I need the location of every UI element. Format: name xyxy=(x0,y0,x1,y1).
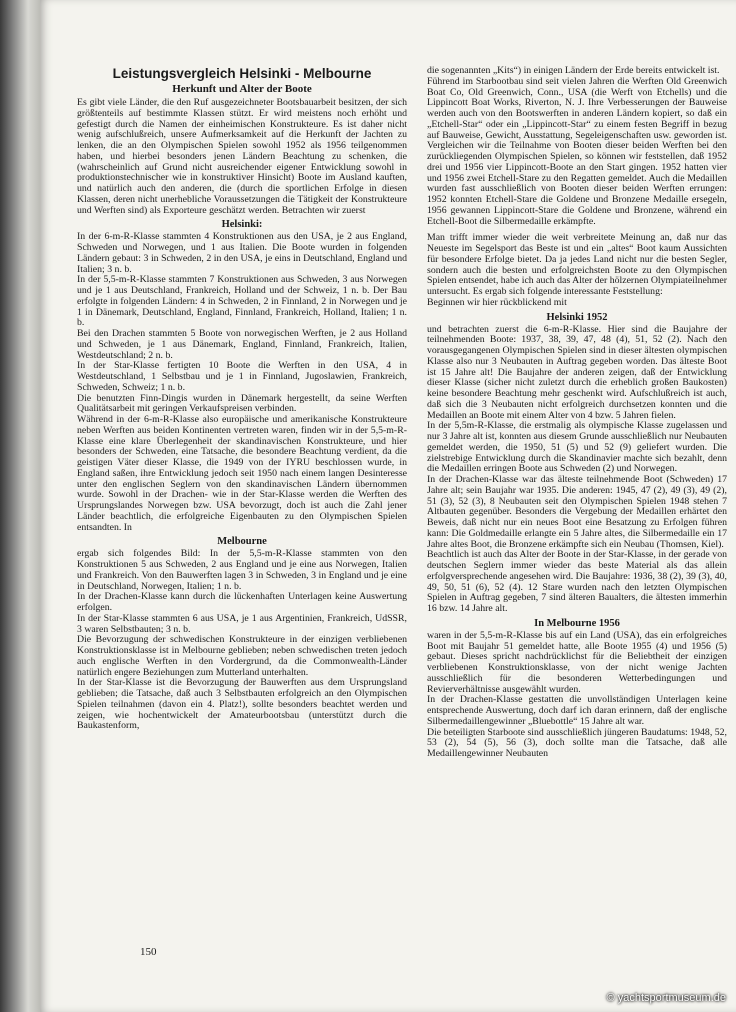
paragraph-drachen-helsinki: Bei den Drachen stammten 5 Boote von norwegischen Werften, je 2 aus Holland und Schweden, je 1 aus Dänemark, England, Finnland, Frankreich, Italien, Westdeutschland; 2 n. b. xyxy=(77,328,407,361)
paragraph-finn-helsinki: Die benutzten Finn-Dingis wurden in Dänemark hergestellt, da seine Werften Qualitätsarbeit mit geringen Verkaufspreisen verbinden. xyxy=(77,392,407,415)
paragraph-drachen-ages: In der Drachen-Klasse war das älteste teilnehmende Boot (Schweden) 17 Jahre alt; sein Baujahr war 1935. Die anderen: 1945, 47 (2), 49 (3), 49 (2), 51 (3), 52 (3), 8 Neubauten seit den Olympischen Spielen 1948 stehen 7 Altbauten gegenüber. Besonders die Vergebung der Medaillen erhärtet den Beweis, daß nicht nur ein neues Boot eine Besatzung zu Erfolgen führen kann: Die Goldmedaille erlangte ein 5 Jahre altes, die Silbermedaille ein 17 Jahre altes Boot, die Bronzene erkämpfte sich ein Neubau (Thomsen, Kiel). xyxy=(427,474,727,550)
watermark: © yachtsportmuseum.de xyxy=(606,992,726,1004)
book-binding xyxy=(0,0,40,1012)
article-title: Leistungsvergleich Helsinki - Melbourne xyxy=(112,66,372,81)
paragraph-star-melbourne: In der Star-Klasse stammten 6 aus USA, je 1 aus Argentinien, Frankreich, UdSSR, 3 waren Selbstbauten; 3 n. b. xyxy=(77,612,407,635)
paragraph-55m-1956: waren in der 5,5-m-R-Klasse bis auf ein Land (USA), das ein erfolgreiches Boot mit Baujahr 51 gemeldet hatte, alle Boote 1955 (4) und 1956 (5) gebaut. Dieses spricht nachdrücklichst für die Beliebtheit der einzigen verbliebenen Konstruktionsklasse, von der nicht wenige Jachten ausschließlich für die besonderen Wetterbedingungen und Revierverhältnisse ausgewählt wurden. xyxy=(427,629,727,695)
intro-paragraph: Es gibt viele Länder, die den Ruf ausgezeichneter Bootsbauarbeit besitzen, der sich größtenteils auf bestimmte Klassen stützt. Er wird meistens noch erhöht und gefestigt durch die Namen der einheimischen Konstrukteure. Es ist daher nicht wenig aufschlußreich, unsere Aufmerksamkeit auf die Herkunft der Jachten zu lenken, die an den Olympischen Spielen sowohl 1952 als 1956 teilgenommen haben, und hierbei besonders jenen Ländern Beachtung zu schenken, die (wahrscheinlich auf Grund nicht ausreichender eigener Entwicklung sowohl in produktionstechnischer wie in konstruktiver Hinsicht) Boote im Ausland kauften, und natürlich auch den anderen, die (durch die sportlichen Erfolge in diesen Klassen, deren nicht unerhebliche Voraussetzungen die Tätigkeit der Konstrukteure und Werften sind) als Exporteure geschätzt werden. Betrachten wir zuerst xyxy=(77,97,407,216)
paragraph-55m-ages: In der 5,5m-R-Klasse, die erstmalig als olympische Klasse zugelassen und nur 3 Jahre alt ist, konnten aus diesem Grunde ausschließlich nur Neubauten gemeldet werden, die 1950, 51 (5) und 52 (9) geliefert wurden. Die zielstrebige Entwicklung durch die Skandinavier machte sich bezahlt, denn die Medaillen erringen Boote aus Schweden (2) und Norwegen. xyxy=(427,420,727,475)
article-subtitle: Herkunft und Alter der Boote xyxy=(172,83,312,95)
paragraph-star-1956: Die beteiligten Starboote sind ausschließlich jüngeren Baudatums: 1948, 52, 53 (2), 54 (5), 56 (3), doch sollte man die Tatsache, daß alle Medaillengewinner Neubauten xyxy=(427,726,727,759)
paragraph-summary-helsinki: Während in der 6-m-R-Klasse also europäische und amerikanische Konstrukteure neben Werften aus beiden Kontinenten vertreten waren, finden wir in der 5,5-m-R-Klasse eine klare Überlegenheit der skandinavischen Konstrukteure, und hier besonders der Schweden, eine Tatsache, die besondere Beachtung verdient, da die geistigen Väter dieser Klasse, die 1949 von der IYRU beschlossen wurde, in England saßen, ihre Entwicklung jedoch seit 1950 nach einem langen Desinteresse unter den englischen Seglern von den skandinavischen Ländern übernommen wurde. Sowohl in der Drachen- wie in der Star-Klasse werden die Werften des Ursprungslandes Norwegen bzw. USA bevorzugt, doch ist auch die Zahl jener Länder beachtlich, die erfolgreiche Eigenbauten zu den Olympischen Spielen entsandten. In xyxy=(77,414,407,533)
paragraph-age-opinion: Man trifft immer wieder die weit verbreitete Meinung an, daß nur das Neueste im Segelsport das Beste ist und ein „altes“ Boot kaum Aussichten für besondere Erfolge bietet. Da ja jedes Land nicht nur die besten Segler, sondern auch die besten und erfolgreichsten Boote zu den Olympischen Spielen entsendet, habe ich auch das Alter der hölzernen Olympiateilnehmer untersucht. Es ergab sich folgende interessante Feststellung: xyxy=(427,232,727,297)
paragraph-55m-melbourne: ergab sich folgendes Bild: In der 5,5-m-R-Klasse stammten von den Konstruktionen 5 aus Schweden, 2 aus England und je eine aus Norwegen, Italien und Frankreich. Von den Bauwerften lagen 3 in Schweden, 3 in England und je eine in Deutschland, Norwegen, Italien; 1 n. b. xyxy=(77,548,407,592)
paragraph-6m-ages: und betrachten zuerst die 6-m-R-Klasse. Hier sind die Baujahre der teilnehmenden Boote: 1937, 38, 39, 47, 48 (4), 51, 52 (2). Nach den vorausgegangenen Olympischen Spielen sind in dieser ältesten olympischen Klasse also nur 3 Neubauten in Auftrag gegeben worden. Das älteste Boot ist 15 Jahre alt! Die Baujahre der anderen zeigen, daß der Entwicklung dieser Klasse (sicher nicht zuletzt durch die erheblich großen Baukosten) keine besondere Beachtung mehr geschenkt wird. Aufschlußreich ist auch, daß sich die 3 Neubauten nicht erfolgreich durchsetzen konnten und die Medaillen an Boote mit einem Alter von 4 bzw. 5 Jahren fielen. xyxy=(427,323,727,421)
page-number: 150 xyxy=(140,946,157,958)
heading-helsinki: Helsinki: xyxy=(221,219,263,231)
paragraph-star-yards: Führend im Starbootbau sind seit vielen Jahren die Werften Old Greenwich Boat Co, Old Greenwich, Conn., USA (die Werft von Etchells) und die Lippincott Boat Works, Riverton, N. J. Ihre Verbesserungen der Bauweise werden auch von den Bootswerften in anderen Ländern kopiert, so daß ein „Etchell-Star“ oder ein „Lippincott-Star“ zu einem festen Begriff in bezug auf Bauweise, Gewicht, Ausstattung, Segeleigenschaften usw. geworden ist. Vergleichen wir die Teilnahme von Booten dieser beiden Werften bei den zurückliegenden Olympischen Spielen, so können wir feststellen, daß 1952 drei und 1956 vier Lippincott-Boote an den Start gingen. 1952 hatten vier und 1956 zwei Etchell-Stare zu den Regatten gemeldet. Auch die Medaillen wurden fast ausschließlich von Booten dieser beiden Werften errungen: 1952 konnten Etchell-Stare die Goldene und Bronzene Medaille ersegeln, 1956 gewannen Lippincott-Stare die Goldene und Bronzene, während ein Etchell-Boot die Silbermedaille erkämpfte. xyxy=(427,75,727,227)
paragraph-drachen-melbourne: In der Drachen-Klasse kann durch die lückenhaften Unterlagen keine Auswertung erfolgen. xyxy=(77,591,407,613)
paragraph-55m-helsinki: In der 5,5-m-R-Klasse stammten 7 Konstruktionen aus Schweden, 3 aus Norwegen und je 1 aus Deutschland, Frankreich, Holland und der Schweiz, 1 n. b. Der Bau erfolgte in folgenden Ländern: 4 in Schweden, 2 in Finnland, 2 in Norwegen und je 1 in Dänemark, Deutschland, England, Finnland, Frankreich, Holland, Italien; 1 n. b. xyxy=(77,274,407,329)
heading-melbourne: Melbourne xyxy=(217,536,267,548)
paragraph-star-shipyards: In der Star-Klasse ist die Bevorzugung der Bauwerften aus dem Ursprungsland geblieben; die Tatsache, daß auch 3 Selbstbauten erfolgreich an den Olympischen Spielen teilnahmen (davon ein 4. Platz!), sollte besonders beachtet werden und zeigen, wie hochentwickelt der Amateurbootsbau (unterstützt durch die Baukastenform, xyxy=(77,677,407,732)
heading-helsinki-1952: Helsinki 1952 xyxy=(546,311,608,323)
heading-melbourne-1956: In Melbourne 1956 xyxy=(534,617,620,629)
paragraph-kits: die sogenannten „Kits“) in einigen Ländern der Erde bereits entwickelt ist. xyxy=(427,66,720,76)
paragraph-drachen-1956: In der Drachen-Klasse gestatten die unvollständigen Unterlagen keine entsprechende Auswertung, doch darf ich daran erinnern, daß der englische Silbermedaillengewinner „Bluebottle“ 15 Jahre alt war. xyxy=(427,694,727,727)
paragraph-star-helsinki: In der Star-Klasse fertigten 10 Boote die Werften in den USA, 4 in Westdeutschland, 1 Selbstbau und je 1 in Finnland, Jugoslawien, Frankreich, Schweden, Schweiz; 1 n. b. xyxy=(77,360,407,393)
paragraph-retrospective: Beginnen wir hier rückblickend mit xyxy=(427,296,567,308)
paragraph-6m-helsinki: In der 6-m-R-Klasse stammten 4 Konstruktionen aus den USA, je 2 aus England, Schweden und Norwegen, und 1 aus Italien. Die Boote wurden in folgenden Ländern gebaut: 3 in Schweden, 2 in den USA, je eins in Deutschland, England und Italien; 3 n. b. xyxy=(77,231,407,275)
right-column xyxy=(427,66,727,961)
paragraph-swedish-designers: Die Bevorzugung der schwedischen Konstrukteure in der einzigen verbliebenen Konstruktionsklasse ist in Melbourne geblieben; neben schwedischen treten jedoch auch englische Werften in den Vordergrund, da die Commonwealth-Länder natürlich engere Beziehungen zum Mutterland unterhalten. xyxy=(77,634,407,678)
paragraph-star-ages: Beachtlich ist auch das Alter der Boote in der Star-Klasse, in der gerade von deutschen Seglern immer wieder das beste Material als das allein erfolgversprechende angesehen wird. Die Baujahre: 1936, 38 (2), 39 (3), 40, 49, 50, 51 (6), 52 (4). 12 Stare wurden nach den letzten Olympischen Spielen in Auftrag gegeben, 7 sind älteren Baualters, die ältesten immerhin 16 bzw. 14 Jahre alt. xyxy=(427,549,727,614)
left-column xyxy=(77,66,407,961)
